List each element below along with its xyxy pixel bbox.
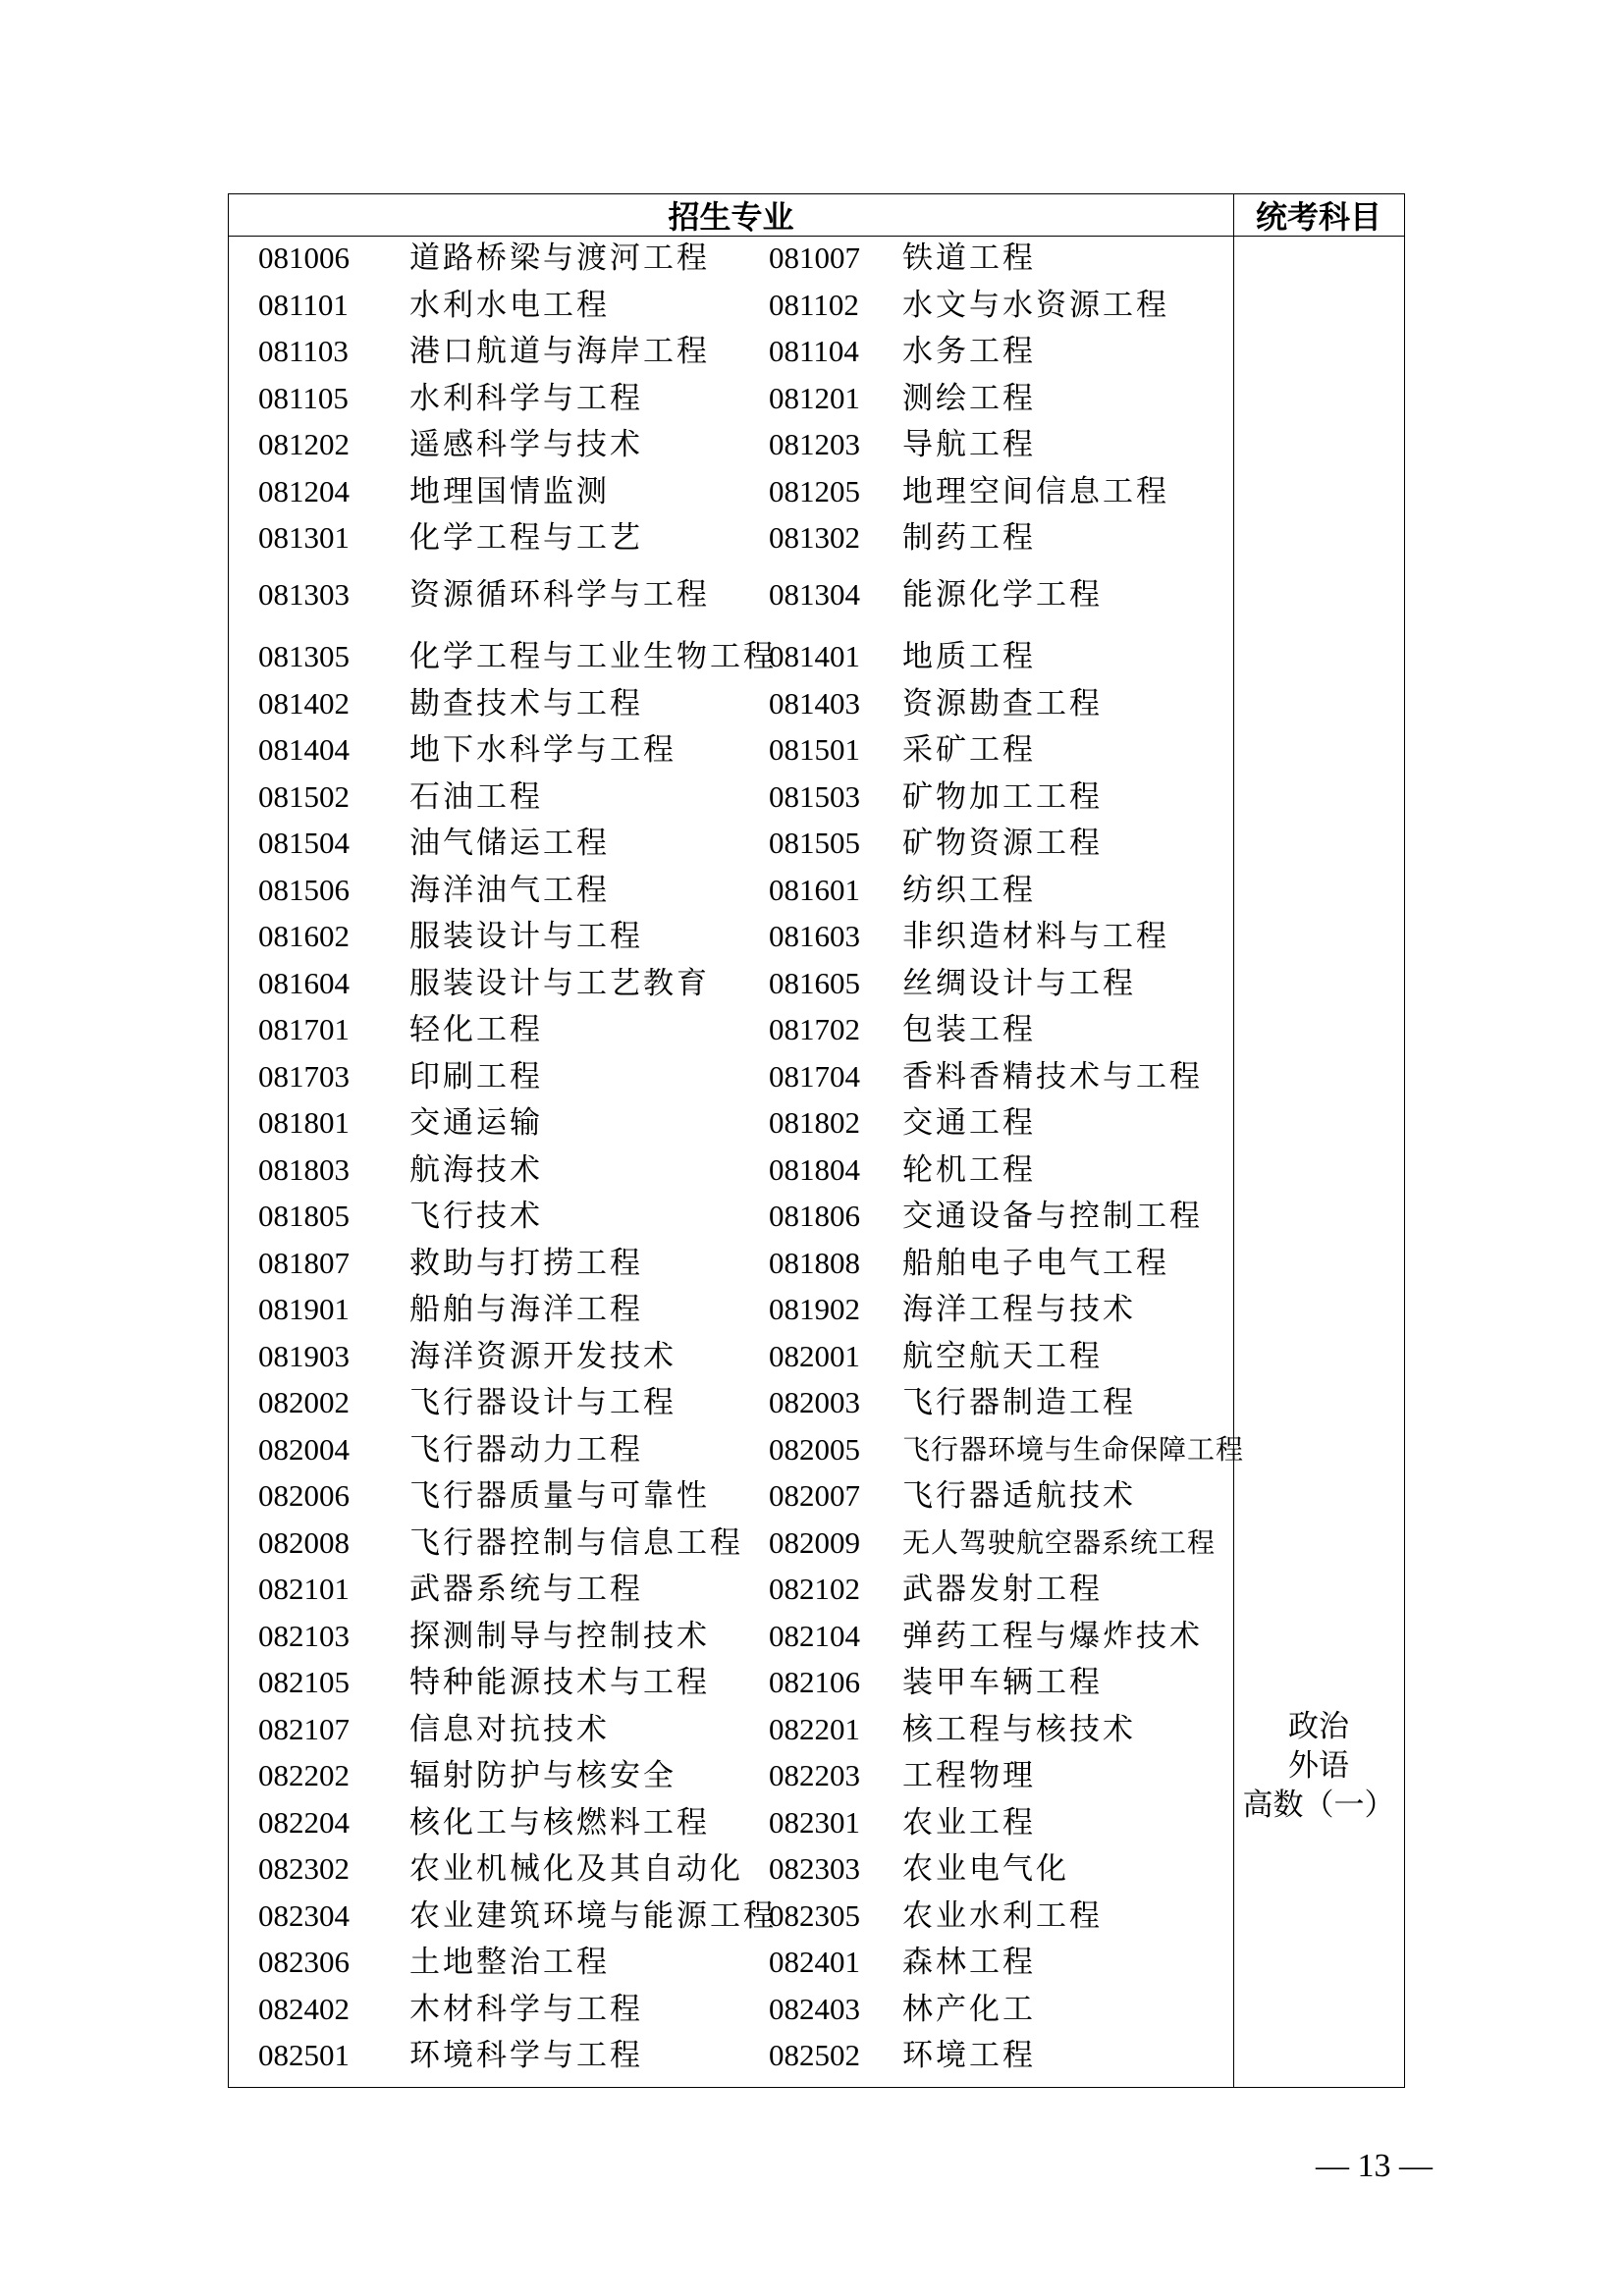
major-code: 082401	[769, 1945, 860, 1979]
table-row	[229, 1663, 1233, 1702]
major-code: 081302	[769, 520, 860, 555]
major-name: 农业水利工程	[902, 1897, 1103, 1934]
table-row	[229, 964, 1233, 1003]
major-name: 交通工程	[902, 1105, 1036, 1141]
major-name: 飞行器动力工程	[409, 1431, 643, 1468]
header-majors: 招生专业	[668, 198, 794, 236]
major-code: 081006	[258, 240, 350, 275]
table-row	[229, 1523, 1233, 1563]
major-name: 弹药工程与爆炸技术	[902, 1618, 1203, 1654]
major-name: 武器发射工程	[902, 1572, 1103, 1607]
major-name: 包装工程	[902, 1012, 1036, 1047]
table-row	[229, 824, 1233, 863]
major-name: 交通设备与控制工程	[902, 1199, 1203, 1234]
table-row	[229, 1103, 1233, 1143]
major-name: 水务工程	[902, 334, 1036, 369]
major-code: 081304	[769, 577, 860, 612]
table-row	[229, 1896, 1233, 1936]
major-code: 081105	[258, 380, 349, 415]
major-code: 082009	[769, 1524, 860, 1560]
table-row	[229, 1244, 1233, 1283]
major-name: 船舶电子电气工程	[902, 1245, 1169, 1281]
major-code: 081102	[769, 287, 859, 322]
major-name: 农业电气化	[902, 1851, 1069, 1887]
major-name: 飞行器设计与工程	[409, 1385, 677, 1420]
major-code: 081604	[258, 965, 350, 1000]
major-code: 081205	[769, 473, 860, 508]
major-code: 082202	[258, 1758, 350, 1792]
table-row	[229, 518, 1233, 558]
major-name: 港口航道与海岸工程	[409, 334, 710, 369]
table-row	[229, 1990, 1233, 2029]
major-name: 航空航天工程	[902, 1338, 1103, 1374]
major-name: 矿物加工工程	[902, 778, 1103, 815]
major-name: 勘查技术与工程	[409, 685, 643, 721]
major-code: 081605	[769, 965, 860, 1000]
major-name: 武器系统与工程	[409, 1572, 643, 1607]
table-row	[229, 1010, 1233, 1049]
major-name: 海洋油气工程	[409, 872, 610, 908]
major-name: 轻化工程	[409, 1012, 543, 1047]
major-name: 救助与打捞工程	[409, 1245, 643, 1281]
major-code: 081402	[258, 685, 350, 721]
major-name: 环境工程	[902, 2038, 1036, 2073]
major-code: 081506	[258, 872, 350, 907]
major-code: 082101	[258, 1572, 350, 1606]
major-code: 081603	[769, 919, 860, 953]
table-row	[229, 1383, 1233, 1422]
major-name: 丝绸设计与工程	[902, 965, 1136, 1001]
major-name: 辐射防护与核安全	[409, 1758, 677, 1793]
major-code: 081808	[769, 1245, 860, 1280]
major-code: 081501	[769, 732, 860, 767]
major-code: 082102	[769, 1572, 860, 1606]
major-code: 081806	[769, 1199, 860, 1233]
major-name: 制药工程	[902, 520, 1036, 556]
table-row	[229, 1756, 1233, 1795]
major-code: 081801	[258, 1105, 350, 1140]
major-name: 测绘工程	[902, 380, 1036, 416]
major-name: 非织造材料与工程	[902, 919, 1169, 954]
major-code: 081202	[258, 427, 350, 461]
table-row	[229, 1476, 1233, 1516]
major-name: 地质工程	[902, 639, 1036, 674]
table-row	[229, 1430, 1245, 1469]
table-row	[229, 425, 1233, 464]
major-code: 082306	[258, 1945, 350, 1979]
table-row	[229, 917, 1233, 956]
header-exam-subjects: 统考科目	[1255, 198, 1381, 236]
table-row	[229, 871, 1233, 910]
major-name: 核工程与核技术	[902, 1711, 1136, 1747]
major-name: 地下水科学与工程	[409, 732, 677, 768]
major-code: 081007	[769, 240, 860, 275]
major-name: 探测制导与控制技术	[409, 1618, 710, 1654]
table-header	[229, 194, 1404, 237]
major-code: 082004	[258, 1431, 350, 1467]
major-code: 081901	[258, 1292, 350, 1326]
major-code: 081704	[769, 1058, 860, 1094]
major-code: 081802	[769, 1105, 860, 1140]
major-code: 081602	[258, 919, 350, 953]
major-name: 林产化工	[902, 1991, 1036, 2027]
major-code: 081203	[769, 427, 860, 461]
major-code: 082104	[769, 1618, 860, 1653]
major-code: 081305	[258, 639, 350, 673]
major-code: 082003	[769, 1385, 860, 1419]
major-code: 081201	[769, 380, 860, 415]
page-number: — 13 —	[1316, 2148, 1433, 2184]
table-row	[229, 1570, 1233, 1609]
major-code: 082204	[258, 1804, 350, 1840]
major-code: 082007	[769, 1478, 860, 1513]
major-code: 082002	[258, 1385, 350, 1419]
major-code: 081807	[258, 1245, 350, 1280]
major-name: 资源勘查工程	[902, 685, 1103, 721]
major-name: 工程物理	[902, 1758, 1036, 1793]
table-row	[229, 637, 1233, 676]
major-code: 081103	[258, 334, 349, 368]
major-code: 082105	[258, 1665, 350, 1699]
table-row	[229, 379, 1233, 418]
major-name: 铁道工程	[902, 240, 1036, 276]
major-code: 081503	[769, 778, 860, 814]
major-name: 地理国情监测	[409, 473, 610, 509]
major-name: 能源化学工程	[902, 577, 1103, 613]
major-name: 土地整治工程	[409, 1945, 610, 1980]
table-row	[229, 239, 1233, 278]
major-code: 082301	[769, 1804, 860, 1840]
major-code: 081702	[769, 1012, 860, 1046]
table-row	[229, 1150, 1233, 1190]
major-code: 081903	[258, 1338, 350, 1373]
table-row	[229, 1057, 1233, 1096]
major-name: 水利科学与工程	[409, 380, 643, 416]
table-row	[229, 1849, 1233, 1889]
major-code: 082201	[769, 1711, 860, 1746]
major-name: 海洋资源开发技术	[409, 1338, 677, 1374]
major-name: 农业建筑环境与能源工程	[409, 1897, 777, 1934]
table-row	[229, 332, 1233, 371]
major-code: 081403	[769, 685, 860, 721]
majors-table	[228, 193, 1405, 2088]
major-code: 082305	[769, 1897, 860, 1933]
major-name: 飞行器质量与可靠性	[409, 1478, 710, 1514]
major-code: 081902	[769, 1292, 860, 1326]
major-code: 082203	[769, 1758, 860, 1792]
major-code: 081504	[258, 826, 350, 860]
table-row	[229, 730, 1233, 770]
major-name: 服装设计与工程	[409, 919, 643, 954]
major-code: 082005	[769, 1431, 860, 1467]
major-code: 081301	[258, 520, 350, 555]
major-code: 082302	[258, 1851, 350, 1886]
table-row	[229, 777, 1233, 817]
table-row	[229, 575, 1233, 614]
major-name: 水文与水资源工程	[902, 287, 1169, 323]
major-name: 飞行器适航技术	[902, 1478, 1136, 1514]
major-code: 081805	[258, 1199, 350, 1233]
major-code: 081505	[769, 826, 860, 860]
table-row	[229, 1617, 1233, 1656]
table-row	[229, 1710, 1233, 1749]
major-code: 081204	[258, 473, 350, 508]
table-row	[229, 1290, 1233, 1329]
major-name: 无人驾驶航空器系统工程	[902, 1525, 1217, 1559]
major-code: 081104	[769, 334, 859, 368]
major-name: 飞行器制造工程	[902, 1385, 1136, 1420]
subject-item: 外语	[1288, 1748, 1349, 1784]
major-name: 农业机械化及其自动化	[409, 1851, 743, 1887]
table-row	[229, 1197, 1233, 1236]
major-name: 油气储运工程	[409, 826, 610, 861]
major-code: 081101	[258, 287, 349, 322]
subject-item: 高数（一）	[1242, 1788, 1395, 1823]
major-code: 081401	[769, 639, 860, 673]
major-name: 海洋工程与技术	[902, 1292, 1136, 1327]
major-code: 082502	[769, 2038, 860, 2072]
major-code: 082501	[258, 2038, 350, 2072]
major-name: 飞行器环境与生命保障工程	[902, 1432, 1245, 1466]
major-code: 082403	[769, 1991, 860, 2026]
table-row	[229, 286, 1233, 325]
major-code: 082103	[258, 1618, 350, 1653]
major-code: 081502	[258, 778, 350, 814]
table-row	[229, 1943, 1233, 1982]
major-name: 石油工程	[409, 778, 543, 815]
major-name: 飞行器控制与信息工程	[409, 1524, 743, 1561]
major-code: 081404	[258, 732, 350, 767]
major-code: 082106	[769, 1665, 860, 1699]
major-name: 地理空间信息工程	[902, 473, 1169, 509]
major-code: 082304	[258, 1897, 350, 1933]
major-code: 081701	[258, 1012, 350, 1046]
major-code: 081803	[258, 1151, 350, 1187]
major-name: 道路桥梁与渡河工程	[409, 240, 710, 276]
major-name: 船舶与海洋工程	[409, 1292, 643, 1327]
table-row	[229, 472, 1233, 511]
exam-subjects	[1233, 1707, 1404, 1825]
major-name: 矿物资源工程	[902, 826, 1103, 861]
major-name: 农业工程	[902, 1804, 1036, 1841]
major-name: 核化工与核燃料工程	[409, 1804, 710, 1841]
major-code: 081303	[258, 577, 350, 612]
major-name: 信息对抗技术	[409, 1711, 610, 1747]
table-row	[229, 684, 1233, 723]
major-code: 082001	[769, 1338, 860, 1373]
major-name: 导航工程	[902, 427, 1036, 462]
major-name: 水利水电工程	[409, 287, 610, 323]
major-code: 081804	[769, 1151, 860, 1187]
major-code: 082006	[258, 1478, 350, 1513]
table-row	[229, 1803, 1233, 1842]
major-name: 纺织工程	[902, 872, 1036, 908]
major-name: 采矿工程	[902, 732, 1036, 768]
table-row	[229, 1337, 1233, 1376]
major-name: 资源循环科学与工程	[409, 577, 710, 613]
major-code: 082303	[769, 1851, 860, 1886]
major-name: 遥感科学与技术	[409, 427, 643, 462]
major-code: 081703	[258, 1058, 350, 1094]
major-name: 飞行技术	[409, 1199, 543, 1234]
major-name: 服装设计与工艺教育	[409, 965, 710, 1001]
major-code: 082402	[258, 1991, 350, 2026]
major-name: 森林工程	[902, 1945, 1036, 1980]
major-name: 环境科学与工程	[409, 2038, 643, 2073]
major-name: 化学工程与工业生物工程	[409, 639, 777, 674]
major-name: 特种能源技术与工程	[409, 1665, 710, 1700]
subject-item: 政治	[1288, 1709, 1349, 1744]
major-name: 木材科学与工程	[409, 1991, 643, 2027]
table-row	[229, 2036, 1233, 2075]
major-code: 081601	[769, 872, 860, 907]
major-name: 航海技术	[409, 1151, 543, 1188]
major-name: 交通运输	[409, 1105, 543, 1141]
major-code: 082008	[258, 1524, 350, 1560]
major-name: 香料香精技术与工程	[902, 1058, 1203, 1095]
major-name: 化学工程与工艺	[409, 520, 643, 556]
major-name: 轮机工程	[902, 1151, 1036, 1188]
major-name: 印刷工程	[409, 1058, 543, 1095]
major-code: 082107	[258, 1711, 350, 1746]
major-name: 装甲车辆工程	[902, 1665, 1103, 1700]
majors-list	[229, 237, 1245, 2087]
